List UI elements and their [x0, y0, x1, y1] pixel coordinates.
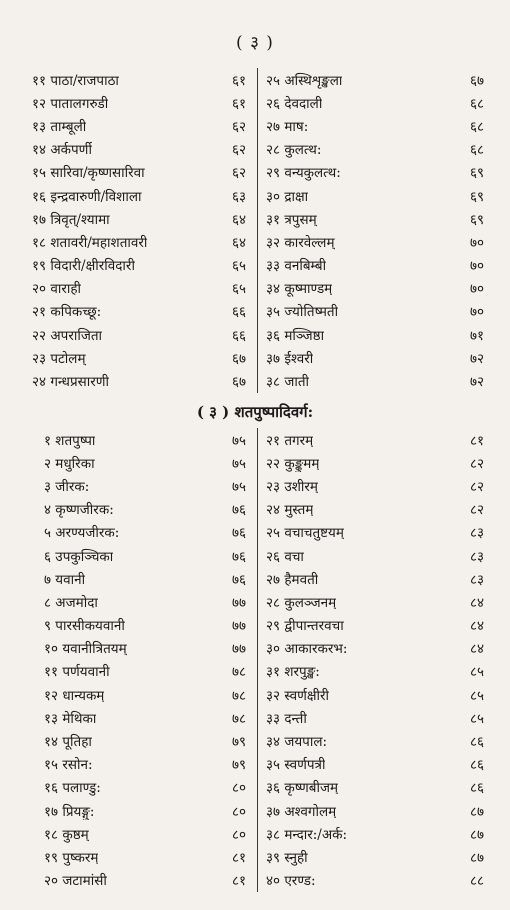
entry-page-number: ८५ — [469, 687, 484, 704]
entry-page-number: ६९ — [469, 211, 484, 228]
index-entry — [32, 521, 248, 544]
entry-page-number: ८१ — [231, 849, 246, 866]
entry-page-number: ८८ — [469, 873, 484, 890]
index-entry — [266, 254, 484, 277]
entry-page-number: ८१ — [231, 873, 246, 890]
entry-name: ५ अरण्यजीरक: — [44, 525, 120, 542]
entry-name: ३१ त्रपुसम् — [266, 211, 317, 228]
entry-page-number: ६४ — [231, 234, 246, 251]
index-entry — [32, 230, 248, 253]
index-entry — [266, 706, 484, 729]
index-entry — [266, 660, 484, 683]
entry-page-number: ७० — [469, 304, 484, 321]
section-heading: ( ३ ) शतपुष्पादिवर्ग: — [196, 403, 314, 421]
entry-page-number: ७७ — [231, 641, 246, 658]
index-entry — [266, 521, 484, 544]
entry-page-number: ७८ — [231, 687, 246, 704]
entry-name: २९ द्वीपान्तरवचा — [266, 618, 344, 635]
entry-name: ३५ स्वर्णपत्री — [266, 757, 326, 774]
column-divider — [257, 68, 258, 393]
entry-name: ९ पारसीकयवानी — [44, 618, 125, 635]
entry-name: १८ शतावरी/महाशतावरी — [32, 234, 148, 251]
index-entry — [32, 706, 248, 729]
index-entry — [32, 474, 248, 497]
entry-name: २४ गन्धप्रसारणी — [32, 374, 110, 391]
entry-page-number: ६६ — [231, 327, 246, 344]
entry-page-number: ८४ — [469, 594, 484, 611]
entry-name: १३ ताम्बूली — [32, 118, 87, 135]
entry-name: २१ तगरम् — [266, 432, 314, 449]
index-entry — [266, 451, 484, 474]
entry-name: ३६ मञ्जिष्ठा — [266, 327, 325, 344]
index-entry — [266, 683, 484, 706]
index-entry — [32, 323, 248, 346]
entry-page-number: ६५ — [231, 258, 246, 275]
entry-name: २८ कुलञ्जनम् — [266, 594, 337, 611]
entry-page-number: ६२ — [231, 118, 246, 135]
entry-page-number: ६२ — [231, 142, 246, 159]
entry-page-number: ८३ — [469, 571, 484, 588]
index-entry — [266, 753, 484, 776]
entry-page-number: ८० — [231, 826, 246, 843]
entry-name: २७ हैमवती — [266, 571, 319, 588]
index-entry — [32, 369, 248, 392]
entry-name: ३७ ईश्वरी — [266, 350, 314, 367]
entry-page-number: ६२ — [231, 165, 246, 182]
entry-name: ३२ कारवेल्लम् — [266, 234, 335, 251]
entry-name: ३१ शरपुङ्ख: — [266, 664, 320, 681]
index-entry — [266, 68, 484, 91]
index-entry — [32, 68, 248, 91]
entry-page-number: ८३ — [469, 548, 484, 565]
entry-page-number: ७६ — [231, 548, 246, 565]
entry-page-number: ६५ — [231, 281, 246, 298]
index-entry — [266, 230, 484, 253]
entry-name: ४० एरण्ड: — [266, 873, 316, 890]
entry-page-number: ८४ — [469, 618, 484, 635]
index-entry — [32, 799, 248, 822]
entry-name: २५ अस्थिशृङ्खला — [266, 72, 343, 89]
index-entry — [32, 428, 248, 451]
entry-name: ३३ वनबिम्बी — [266, 258, 327, 275]
entry-page-number: ६८ — [469, 95, 484, 112]
entry-name: २३ पटोलम् — [32, 350, 86, 367]
index-entry — [266, 637, 484, 660]
entry-name: ३३ दन्ती — [266, 710, 307, 727]
index-entry — [32, 277, 248, 300]
entry-page-number: ८२ — [469, 455, 484, 472]
entry-page-number: ८७ — [469, 849, 484, 866]
entry-page-number: ६४ — [231, 211, 246, 228]
entry-page-number: ७० — [469, 258, 484, 275]
entry-page-number: ८५ — [469, 664, 484, 681]
entry-name: ११ पर्णयवानी — [44, 664, 110, 681]
entry-page-number: ६१ — [231, 72, 246, 89]
entry-page-number: ७९ — [231, 734, 246, 751]
entry-name: १७ प्रियङ्गु: — [44, 803, 95, 820]
entry-page-number: ८५ — [469, 710, 484, 727]
entry-page-number: ७६ — [231, 571, 246, 588]
entry-name: ३६ कृष्णबीजम् — [266, 780, 339, 797]
entry-name: २८ कुलत्थ: — [266, 142, 322, 159]
entry-page-number: ८२ — [469, 502, 484, 519]
index-entry — [266, 91, 484, 114]
entry-name: ७ यवानी — [44, 571, 86, 588]
index-entry — [266, 869, 484, 892]
entry-name: २० जटामांसी — [44, 873, 107, 890]
index-entry — [32, 660, 248, 683]
entry-page-number: ८७ — [469, 803, 484, 820]
entry-page-number: ७१ — [469, 327, 484, 344]
entry-page-number: ७२ — [469, 374, 484, 391]
index-entry — [266, 138, 484, 161]
index-entry — [266, 845, 484, 868]
index-entry — [266, 822, 484, 845]
index-entry — [32, 184, 248, 207]
index-entry — [32, 776, 248, 799]
index-entry — [32, 300, 248, 323]
entry-page-number: ७५ — [231, 455, 246, 472]
index-entry — [32, 161, 248, 184]
index-entry — [32, 869, 248, 892]
index-entry — [32, 91, 248, 114]
index-column-right — [266, 68, 484, 393]
index-entry — [266, 207, 484, 230]
entry-name: १४ पूतिहा — [44, 734, 92, 751]
index-entry — [32, 822, 248, 845]
entry-name: ११ पाठा/राजपाठा — [32, 72, 119, 89]
entry-page-number: ७० — [469, 281, 484, 298]
index-column-right — [266, 428, 484, 892]
entry-name: १९ विदारी/क्षीरविदारी — [32, 258, 135, 275]
entry-name: २२ कुङ्कुमम् — [266, 455, 320, 472]
entry-page-number: ६८ — [469, 118, 484, 135]
entry-name: २५ वचाचतुष्टयम् — [266, 525, 344, 542]
index-column-left — [32, 68, 248, 393]
entry-name: ४ कृष्णजीरक: — [44, 502, 114, 519]
entry-name: ३४ कूष्माण्डम् — [266, 281, 333, 298]
index-entry — [266, 498, 484, 521]
index-entry — [32, 567, 248, 590]
entry-name: २७ माष: — [266, 118, 309, 135]
entry-name: ३९ स्नुही — [266, 849, 308, 866]
index-entry — [266, 323, 484, 346]
entry-name: ३८ मन्दार:/अर्क: — [266, 826, 348, 843]
index-entry — [266, 590, 484, 613]
index-entry — [32, 683, 248, 706]
entry-name: १५ रसोन: — [44, 757, 93, 774]
entry-name: १५ सारिवा/कृष्णसारिवा — [32, 165, 145, 182]
entry-page-number: ७६ — [231, 502, 246, 519]
entry-name: २६ वचा — [266, 548, 304, 565]
index-entry — [266, 428, 484, 451]
entry-page-number: ६७ — [469, 72, 484, 89]
entry-name: २१ कपिकच्छू: — [32, 304, 102, 321]
index-entry — [266, 369, 484, 392]
index-entry — [32, 498, 248, 521]
index-entry — [266, 776, 484, 799]
index-entry — [32, 346, 248, 369]
entry-name: १६ पलाण्डु: — [44, 780, 101, 797]
entry-name: ३४ जयपाल: — [266, 734, 328, 751]
entry-name: ३५ ज्योतिष्मती — [266, 304, 339, 321]
index-entry — [266, 114, 484, 137]
entry-page-number: ६३ — [231, 188, 246, 205]
entry-name: १४ अर्कपर्णी — [32, 142, 92, 159]
entry-page-number: ७८ — [231, 664, 246, 681]
entry-page-number: ८६ — [469, 780, 484, 797]
index-entry — [266, 346, 484, 369]
entry-page-number: ८१ — [469, 432, 484, 449]
entry-name: ३८ जाती — [266, 374, 310, 391]
entry-page-number: ६७ — [231, 350, 246, 367]
entry-page-number: ७९ — [231, 757, 246, 774]
entry-page-number: ६७ — [231, 374, 246, 391]
entry-page-number: ७६ — [231, 525, 246, 542]
entry-page-number: ८० — [231, 780, 246, 797]
entry-name: ८ अजमोदा — [44, 594, 98, 611]
entry-name: ६ उपकुञ्चिका — [44, 548, 114, 565]
index-entry — [266, 300, 484, 323]
entry-name: १७ त्रिवृत्/श्यामा — [32, 211, 110, 228]
entry-name: २६ देवदाली — [266, 95, 323, 112]
index-entry — [266, 277, 484, 300]
entry-name: २ मधुरिका — [44, 455, 95, 472]
index-entry — [32, 451, 248, 474]
entry-page-number: ७८ — [231, 710, 246, 727]
entry-name: १३ मेथिका — [44, 710, 97, 727]
index-entry — [32, 590, 248, 613]
index-entry — [266, 544, 484, 567]
index-entry — [266, 729, 484, 752]
index-entry — [266, 161, 484, 184]
index-entry — [266, 474, 484, 497]
index-entry — [32, 114, 248, 137]
index-entry — [32, 637, 248, 660]
entry-page-number: ६९ — [469, 165, 484, 182]
entry-page-number: ८६ — [469, 734, 484, 751]
entry-name: २४ मुस्तम् — [266, 502, 314, 519]
entry-name: १२ पातालगरुडी — [32, 95, 109, 112]
entry-name: ३७ अश्वगोलम् — [266, 803, 337, 820]
index-entry — [32, 138, 248, 161]
index-entry — [266, 184, 484, 207]
entry-name: ३२ स्वर्णक्षीरी — [266, 687, 330, 704]
index-entry — [266, 614, 484, 637]
entry-page-number: ७५ — [231, 478, 246, 495]
entry-page-number: ६६ — [231, 304, 246, 321]
entry-page-number: ८६ — [469, 757, 484, 774]
index-entry — [266, 799, 484, 822]
column-divider — [257, 428, 258, 892]
entry-name: ३० आकारकरभ: — [266, 641, 348, 658]
index-column-left — [32, 428, 248, 892]
index-entry — [266, 567, 484, 590]
entry-name: १८ कुष्ठम् — [44, 826, 89, 843]
entry-name: २३ उशीरम् — [266, 478, 319, 495]
entry-page-number: ६१ — [231, 95, 246, 112]
entry-page-number: ६९ — [469, 188, 484, 205]
index-entry — [32, 207, 248, 230]
entry-name: १ शतपुष्पा — [44, 432, 96, 449]
index-entry — [32, 845, 248, 868]
entry-name: १९ पुष्करम् — [44, 849, 99, 866]
entry-page-number: ८७ — [469, 826, 484, 843]
page-marker: ( ३ ) — [236, 33, 274, 53]
entry-page-number: ७७ — [231, 594, 246, 611]
entry-page-number: ७५ — [231, 432, 246, 449]
index-entry — [32, 254, 248, 277]
entry-name: २२ अपराजिता — [32, 327, 103, 344]
entry-name: १० यवानीत्रितयम् — [44, 641, 127, 658]
entry-name: ३ जीरक: — [44, 478, 90, 495]
entry-name: ३० द्राक्षा — [266, 188, 309, 205]
entry-page-number: ६८ — [469, 142, 484, 159]
entry-page-number: ८४ — [469, 641, 484, 658]
index-entry — [32, 753, 248, 776]
entry-name: २९ वन्यकुलत्थ: — [266, 165, 341, 182]
entry-name: २० वाराही — [32, 281, 82, 298]
entry-page-number: ८० — [231, 803, 246, 820]
index-entry — [32, 544, 248, 567]
entry-page-number: ८२ — [469, 478, 484, 495]
entry-page-number: ७७ — [231, 618, 246, 635]
entry-page-number: ७२ — [469, 350, 484, 367]
entry-page-number: ८३ — [469, 525, 484, 542]
entry-page-number: ७० — [469, 234, 484, 251]
index-entry — [32, 729, 248, 752]
index-entry — [32, 614, 248, 637]
entry-name: १२ धान्यकम् — [44, 687, 105, 704]
entry-name: १६ इन्द्रवारुणी/विशाला — [32, 188, 142, 205]
